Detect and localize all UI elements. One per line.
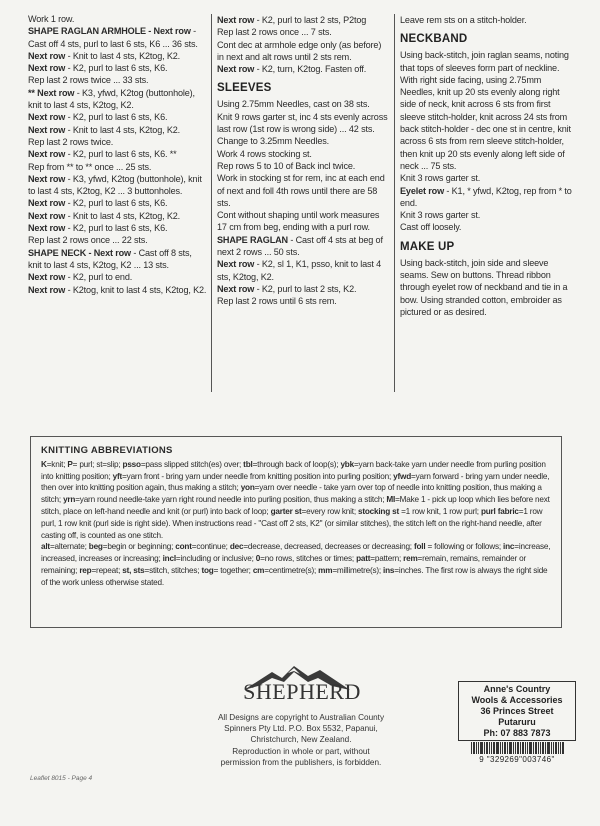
abbreviation-term: cm <box>252 565 265 575</box>
abbreviation-term: P <box>67 459 73 469</box>
abbreviation-definition: =yarn forward - bring yarn under needle, then over into knitting position again, thus making a stitch; <box>41 471 550 493</box>
barcode-bar <box>529 742 532 754</box>
instruction-text: Knit 9 rows garter st, inc 4 sts evenly across last row (1st row is wrong side) ... 42 sts. <box>217 111 388 135</box>
abbreviation-definition: =1 row knit, 1 row purl; <box>399 506 481 516</box>
barcode-bar <box>473 742 475 754</box>
abbreviation-definition: =every row knit; <box>301 506 358 516</box>
barcode-bar <box>545 742 546 754</box>
instruction-text: Cont without shaping until work measures 17 cm from beg, ending with a purl row. <box>217 210 380 233</box>
abbreviation-term: alt <box>41 542 50 552</box>
barcode-bar <box>496 742 499 754</box>
instruction-label: SHAPE RAGLAN <box>217 234 288 245</box>
abbreviation-term: rem <box>403 554 418 564</box>
instruction-line <box>28 124 207 136</box>
instruction-line <box>28 87 207 112</box>
abbreviation-term: psso <box>122 459 141 469</box>
abbreviation-term: ins <box>383 565 395 575</box>
abbreviation-term: garter st <box>270 506 302 516</box>
brand-name: SHEPHERD <box>243 679 361 704</box>
abbreviation-definition: =remain, remains, remainder or remaining; <box>41 554 526 575</box>
abbreviation-definition: =centimetre(s); <box>264 565 319 575</box>
instruction-text: - K2, purl to last 6 sts, K6. <box>65 198 168 209</box>
abbreviation-definition: =repeat; <box>91 565 123 575</box>
instruction-text: - K2, purl to last 6 sts, K6. <box>65 63 168 74</box>
abbreviation-term: tbl <box>243 459 253 469</box>
abbreviation-definition: =alternate; <box>49 542 89 552</box>
instruction-line <box>217 63 390 75</box>
pattern-columns <box>28 14 576 392</box>
barcode-bar <box>555 742 557 754</box>
abbreviation-term: beg <box>88 542 103 552</box>
abbreviation-term: MI <box>386 495 396 505</box>
instruction-line <box>217 135 390 147</box>
instruction-label: Next row <box>217 283 255 294</box>
instruction-text: Cont dec at armhole edge only (as before) in next and alt rows until 2 sts rem. <box>217 39 382 62</box>
copyright-line: Spinners Pty Ltd. P.O. Box 5532, Papanui, <box>224 724 378 734</box>
retailer-stamp <box>454 681 580 765</box>
barcode-bar <box>489 742 490 754</box>
instruction-text: Leave rem sts on a stitch-holder. <box>400 15 527 25</box>
instruction-line <box>28 222 207 234</box>
instruction-label: Next row <box>28 149 66 160</box>
abbreviation-term: purl fabric <box>480 506 519 516</box>
barcode-bar <box>517 742 519 754</box>
abbreviation-term: ybk <box>340 459 354 469</box>
instruction-line <box>28 284 207 296</box>
neckband-heading: NECKBAND <box>400 33 468 46</box>
instruction-label: Next row <box>217 15 255 25</box>
abbreviation-definition: =through back of loop(s); <box>252 459 341 469</box>
instruction-line <box>217 148 390 160</box>
leaflet-footer: Leaflet 8015 - Page 4 <box>30 775 93 782</box>
barcode-bar <box>542 742 544 754</box>
instruction-text: Rep last 2 rows once ... 7 sts. <box>217 27 332 38</box>
abbreviation-term: patt <box>356 554 371 564</box>
instruction-text: - Cast off 4 sts at beg of next 2 rows ... 50 sts. <box>217 234 383 258</box>
instruction-label: Next row <box>217 259 255 270</box>
abbreviation-definition: =yarn round needle-take yarn right round needle into purling position, thus making a stitch; <box>75 495 387 505</box>
barcode-bar <box>484 742 485 754</box>
instruction-line <box>400 185 576 210</box>
barcode-bar <box>478 742 479 754</box>
instruction-label: Next row <box>28 223 66 234</box>
instruction-text: Knit 3 rows garter st. <box>400 173 481 184</box>
instruction-text: Rep from ** to ** once ... 25 sts. <box>28 161 152 172</box>
instruction-text: - Knit to last 4 sts, K2tog, K2. <box>65 50 181 61</box>
abbreviation-term: incl <box>162 554 176 564</box>
instruction-line <box>28 210 207 222</box>
barcode-number: 9 "329269"003746" <box>479 755 555 764</box>
barcode-bar <box>486 742 488 754</box>
instruction-line <box>217 209 390 234</box>
instruction-text: Knit 3 rows garter st. <box>400 210 481 221</box>
instruction-line <box>217 295 390 307</box>
instruction-line <box>217 234 390 259</box>
barcode-bar <box>507 742 508 754</box>
barcode-bar <box>538 742 539 754</box>
barcode-bar <box>480 742 483 754</box>
instruction-line <box>28 197 207 209</box>
instruction-label: ** Next row <box>28 87 75 98</box>
column-1 <box>28 14 211 392</box>
instruction-text: Rep last 2 rows twice ... 33 sts. <box>28 75 149 86</box>
abbreviation-term: rep <box>79 565 92 575</box>
instruction-line <box>217 111 390 136</box>
instruction-text: - Cast off 8 sts, knit to last 4 sts, K2tog, K2 ... 13 sts. <box>28 247 192 270</box>
instruction-text: - K2, purl to last 6 sts, K6. <box>65 223 168 234</box>
abbreviation-term: tog <box>201 565 214 575</box>
instruction-text: Using 2.75mm Needles, cast on 38 sts. <box>217 99 370 110</box>
barcode-bar <box>471 742 472 754</box>
instruction-line <box>400 209 576 221</box>
abbreviation-term: yrn <box>63 495 76 505</box>
instruction-line <box>28 234 207 246</box>
instruction-label: Next row <box>28 173 66 184</box>
barcode-bar <box>504 742 506 754</box>
barcode-bar <box>540 742 541 754</box>
instruction-line <box>400 172 576 184</box>
instruction-line <box>28 74 207 86</box>
instruction-text: - K2, purl to end. <box>65 272 133 283</box>
barcode-bar <box>491 742 492 754</box>
abbreviations-paragraph-2 <box>41 541 551 588</box>
abbreviation-definition: = together; <box>213 565 253 575</box>
instruction-text: Cast off loosely. <box>400 222 462 233</box>
abbreviation-definition: =stitch, stitches; <box>144 565 202 575</box>
abbreviation-definition: =yarn over needle - take yarn over top of needle into knitting position, thus making a stitch; <box>41 483 542 505</box>
copyright-line: All Designs are copyright to Australian County <box>217 713 385 722</box>
barcode-bar <box>520 742 521 754</box>
instruction-text: Work 4 rows stocking st. <box>217 148 312 159</box>
instruction-text: Work 1 row. <box>28 14 75 24</box>
instruction-text: - Knit to last 4 sts, K2tog, K2. <box>65 210 181 221</box>
abbreviation-definition: = following or follows; <box>425 542 504 552</box>
instruction-text: Rep last 2 rows twice. <box>28 136 114 147</box>
instruction-text: - K2, purl to last 6 sts, K6. <box>65 112 168 123</box>
barcode-bar <box>558 742 559 754</box>
instruction-text: - K2, purl to last 6 sts, K6. ** <box>65 149 177 160</box>
instruction-line <box>28 50 207 62</box>
column-3 <box>394 14 576 392</box>
barcode-bar <box>560 742 561 754</box>
instruction-label: Next row <box>217 64 255 75</box>
abbreviation-definition: =yarn front - bring yarn under needle from knitting position into purling position; <box>122 471 394 481</box>
instruction-label: Next row <box>28 210 66 221</box>
abbreviation-term: yfwd <box>393 471 412 481</box>
abbreviation-term: dec <box>229 542 244 552</box>
instruction-line <box>217 283 390 295</box>
instruction-line <box>400 257 576 318</box>
abbreviations-box <box>30 436 562 628</box>
instruction-line <box>217 26 390 38</box>
instruction-line <box>28 173 207 198</box>
instruction-text: - K3, yfwd, K2tog (buttonhole), knit to last 4 sts, K2tog, K2. <box>28 87 195 111</box>
copyright-notice <box>188 712 414 768</box>
barcode-bar <box>553 742 554 754</box>
abbreviation-definition: =begin or beginning; <box>102 542 176 552</box>
instruction-line <box>217 14 390 26</box>
abbreviation-term: 0 <box>255 554 261 564</box>
abbreviation-definition: =knit; <box>46 459 68 469</box>
sleeves-heading: SLEEVES <box>217 82 272 95</box>
abbreviation-definition: =pattern; <box>370 554 404 564</box>
instruction-label: Next row <box>28 50 66 61</box>
barcode-bar <box>535 742 537 754</box>
abbreviation-definition: =inches. The first row is always the right side of the work unless otherwise stated. <box>41 565 548 587</box>
instruction-line <box>217 258 390 283</box>
abbreviation-term: foll <box>413 542 426 552</box>
abbreviation-term: st, sts <box>122 565 145 575</box>
instruction-line <box>28 13 207 25</box>
instruction-text: - K1, * yfwd, K2tog, rep from * to end. <box>400 185 572 208</box>
instruction-text: - Knit to last 4 sts, K2tog, K2. <box>65 124 181 135</box>
instruction-text: Using back-stitch, join raglan seams, noting that tops of sleeves form part of neckline. With right side facing, using 2.75mm Needles, knit up 20 sts evenly along right side of neck, knit across 6 sts from first sleeve stitch-holder, knit across 24 sts from back stitch-holder - dec one st in centre, knit across 6 sts from rem sleeve stitch-holder, then knit up 20 sts evenly along left side of neck ... 75 sts. <box>400 50 571 171</box>
barcode-bar <box>562 742 564 754</box>
abbreviation-definition: = purl; st=slip; <box>72 459 123 469</box>
instruction-line <box>28 111 207 123</box>
stamp-line: Putaruru <box>498 717 536 727</box>
abbreviation-definition: =yarn back-take yarn under needle from purling position into knitting position; <box>41 459 546 481</box>
copyright-line: permission from the publishers, is forbidden. <box>220 757 382 767</box>
makeup-heading: MAKE UP <box>400 240 455 253</box>
instruction-text: Change to 3.25mm Needles. <box>217 136 330 147</box>
barcode-bar <box>476 742 477 754</box>
barcode-bar <box>500 742 501 754</box>
barcode-bar <box>515 742 516 754</box>
instruction-label: SHAPE NECK - Next row <box>28 247 131 258</box>
retailer-address <box>458 681 576 741</box>
instruction-text: Rep rows 5 to 10 of Back incl twice. <box>217 160 356 171</box>
barcode-bar <box>547 742 550 754</box>
abbreviation-definition: =increase, increased, increases or increasing; <box>41 542 551 564</box>
instruction-label: Next row <box>28 112 66 123</box>
abbreviation-definition: =continue; <box>191 542 230 552</box>
abbreviation-term: stocking st <box>357 506 399 516</box>
instruction-text: Work in stocking st for rem, inc at each end of next and foll 4th rows until there are 58 sts. <box>217 173 385 208</box>
abbreviation-term: yon <box>240 483 255 493</box>
instruction-line <box>217 98 390 110</box>
instruction-line <box>28 161 207 173</box>
column-2 <box>211 14 394 392</box>
instruction-text: - K2, turn, K2tog. Fasten off. <box>254 64 367 75</box>
barcode-bar <box>522 742 524 754</box>
instruction-line <box>400 221 576 233</box>
abbreviation-term: yft <box>112 471 123 481</box>
abbreviation-definition: =millimetre(s); <box>332 565 384 575</box>
stamp-line: Ph: 07 883 7873 <box>483 728 551 738</box>
instruction-line <box>28 148 207 160</box>
instruction-line <box>217 39 390 64</box>
abbreviation-definition: =including or inclusive; <box>175 554 256 564</box>
instruction-label: SHAPE RAGLAN ARMHOLE - Next row <box>28 26 191 37</box>
barcode-bar <box>509 742 512 754</box>
abbreviations-heading: KNITTING ABBREVIATIONS <box>41 445 173 456</box>
instruction-line <box>28 62 207 74</box>
abbreviation-term: K <box>41 459 47 469</box>
instruction-line <box>28 271 207 283</box>
instruction-text: - K2, sl 1, K1, psso, knit to last 4 sts, K2tog, K2. <box>217 259 382 282</box>
instruction-line <box>28 247 207 272</box>
barcode-bar <box>493 742 495 754</box>
abbreviation-definition: =decrease, decreased, decreases or decreasing; <box>243 542 414 552</box>
instruction-text: - K3, yfwd, K2tog (buttonhole), knit to last 4 sts, K2tog, K2 ... 3 buttonholes. <box>28 173 202 197</box>
instruction-label: Next row <box>28 63 66 74</box>
abbreviation-term: cont <box>175 542 192 552</box>
instruction-label: Next row <box>28 124 66 135</box>
instruction-line <box>400 14 576 26</box>
abbreviation-term: mm <box>318 565 333 575</box>
barcode-bar <box>513 742 514 754</box>
abbreviation-definition: =1 row purl, 1 row knit (purl side is right side). When instructions read - "Cast off 2 sts, K2" (or similar stitches), the stitch left on the right-hand needle, after casting off, is counted as one stitch. <box>41 506 543 540</box>
abbreviation-definition: =no rows, stitches or times; <box>260 554 357 564</box>
instruction-text: Using back-stitch, join side and sleeve seams. Sew on buttons. Thread ribbon through eyelet row of neckband and tie in a bow. Using stranded cotton, embroider as pictured or as desired. <box>400 257 568 317</box>
stamp-line: Wools & Accessories <box>471 695 563 705</box>
instruction-line <box>28 136 207 148</box>
instruction-text: Rep last 2 rows until 6 sts rem. <box>217 296 337 307</box>
copyright-line: Christchurch, New Zealand. <box>250 735 352 745</box>
instruction-label: Next row <box>28 284 66 295</box>
instruction-label: Eyelet row <box>400 185 444 196</box>
instruction-text: - K2, purl to last 2 sts, P2tog <box>254 15 367 25</box>
instruction-line <box>217 160 390 172</box>
barcode-bar <box>527 742 528 754</box>
barcode-bar <box>551 742 552 754</box>
instruction-text: Rep last 2 rows once ... 22 sts. <box>28 235 148 246</box>
abbreviation-definition: =Make 1 - pick up loop which lies before next stitch, place on left-hand needle and knit (or purl) into back of loop; <box>41 495 550 516</box>
instruction-text: - Cast off 4 sts, purl to last 6 sts, K6 ... 36 sts. <box>28 26 198 49</box>
barcode-bar <box>525 742 526 754</box>
instruction-text: - K2, purl to last 2 sts, K2. <box>254 283 357 294</box>
barcode-bar <box>502 742 503 754</box>
barcode <box>462 742 572 754</box>
instruction-line <box>400 49 576 172</box>
abbreviations-paragraph-1 <box>41 459 551 542</box>
instruction-line <box>217 172 390 209</box>
stamp-line: 36 Princes Street <box>480 706 554 716</box>
abbreviation-term: inc <box>503 542 515 552</box>
instruction-label: Next row <box>28 198 66 209</box>
copyright-line: Reproduction in whole or part, without <box>232 746 370 756</box>
stamp-line: Anne's Country <box>483 684 551 694</box>
barcode-bar <box>533 742 534 754</box>
abbreviation-definition: =pass slipped stitch(es) over; <box>140 459 244 469</box>
instruction-text: - K2tog, knit to last 4 sts, K2tog, K2. <box>65 284 207 295</box>
instruction-label: Next row <box>28 272 66 283</box>
instruction-line <box>28 25 207 50</box>
